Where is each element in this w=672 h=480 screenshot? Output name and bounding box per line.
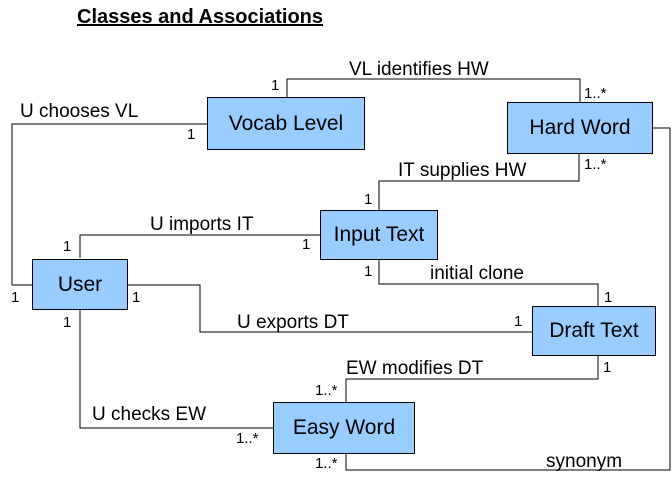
mult-u-checks-ew-user: 1	[63, 314, 72, 331]
label-u-checks-ew: U checks EW	[92, 404, 207, 425]
mult-u-exports-dt-dt: 1	[514, 313, 523, 330]
mult-u-checks-ew-ew: 1..*	[236, 430, 259, 447]
mult-initial-clone-dt: 1	[604, 289, 613, 306]
mult-ew-modifies-dt-ew: 1..*	[315, 382, 338, 399]
label-vl-identifies-hw: VL identifies HW	[349, 59, 489, 80]
label-it-supplies-hw: IT supplies HW	[398, 160, 527, 181]
page-title: Classes and Associations	[77, 6, 324, 28]
label-u-imports-it: U imports IT	[150, 214, 254, 235]
class-user[interactable]: User	[32, 259, 128, 310]
mult-u-exports-dt-user: 1	[132, 289, 141, 306]
mult-it-supplies-hw-it: 1	[364, 191, 373, 208]
line-u-imports-it	[80, 235, 320, 258]
class-vocab-level[interactable]: Vocab Level	[207, 97, 365, 150]
label-u-exports-dt: U exports DT	[237, 312, 349, 333]
mult-initial-clone-it: 1	[364, 263, 373, 280]
label-synonym: synonym	[546, 451, 623, 472]
mult-u-imports-it-it: 1	[302, 236, 311, 253]
class-easy-word[interactable]: Easy Word	[273, 402, 415, 454]
class-input-text[interactable]: Input Text	[320, 210, 438, 260]
mult-u-chooses-vl-user: 1	[11, 289, 20, 306]
label-initial-clone: initial clone	[430, 263, 524, 284]
mult-u-chooses-vl-vl: 1	[187, 126, 196, 143]
mult-ew-modifies-dt-dt: 1	[603, 359, 612, 376]
mult-vl-identifies-hw-vl: 1	[271, 77, 280, 94]
mult-u-imports-it-user: 1	[63, 238, 72, 255]
label-u-chooses-vl: U chooses VL	[20, 101, 139, 122]
label-ew-modifies-dt: EW modifies DT	[346, 358, 484, 379]
class-draft-text[interactable]: Draft Text	[532, 306, 656, 356]
mult-it-supplies-hw-hw: 1..*	[584, 156, 607, 173]
mult-vl-identifies-hw-hw: 1..*	[584, 85, 607, 102]
mult-synonym-ew: 1..*	[315, 455, 338, 472]
class-hard-word[interactable]: Hard Word	[507, 102, 653, 154]
